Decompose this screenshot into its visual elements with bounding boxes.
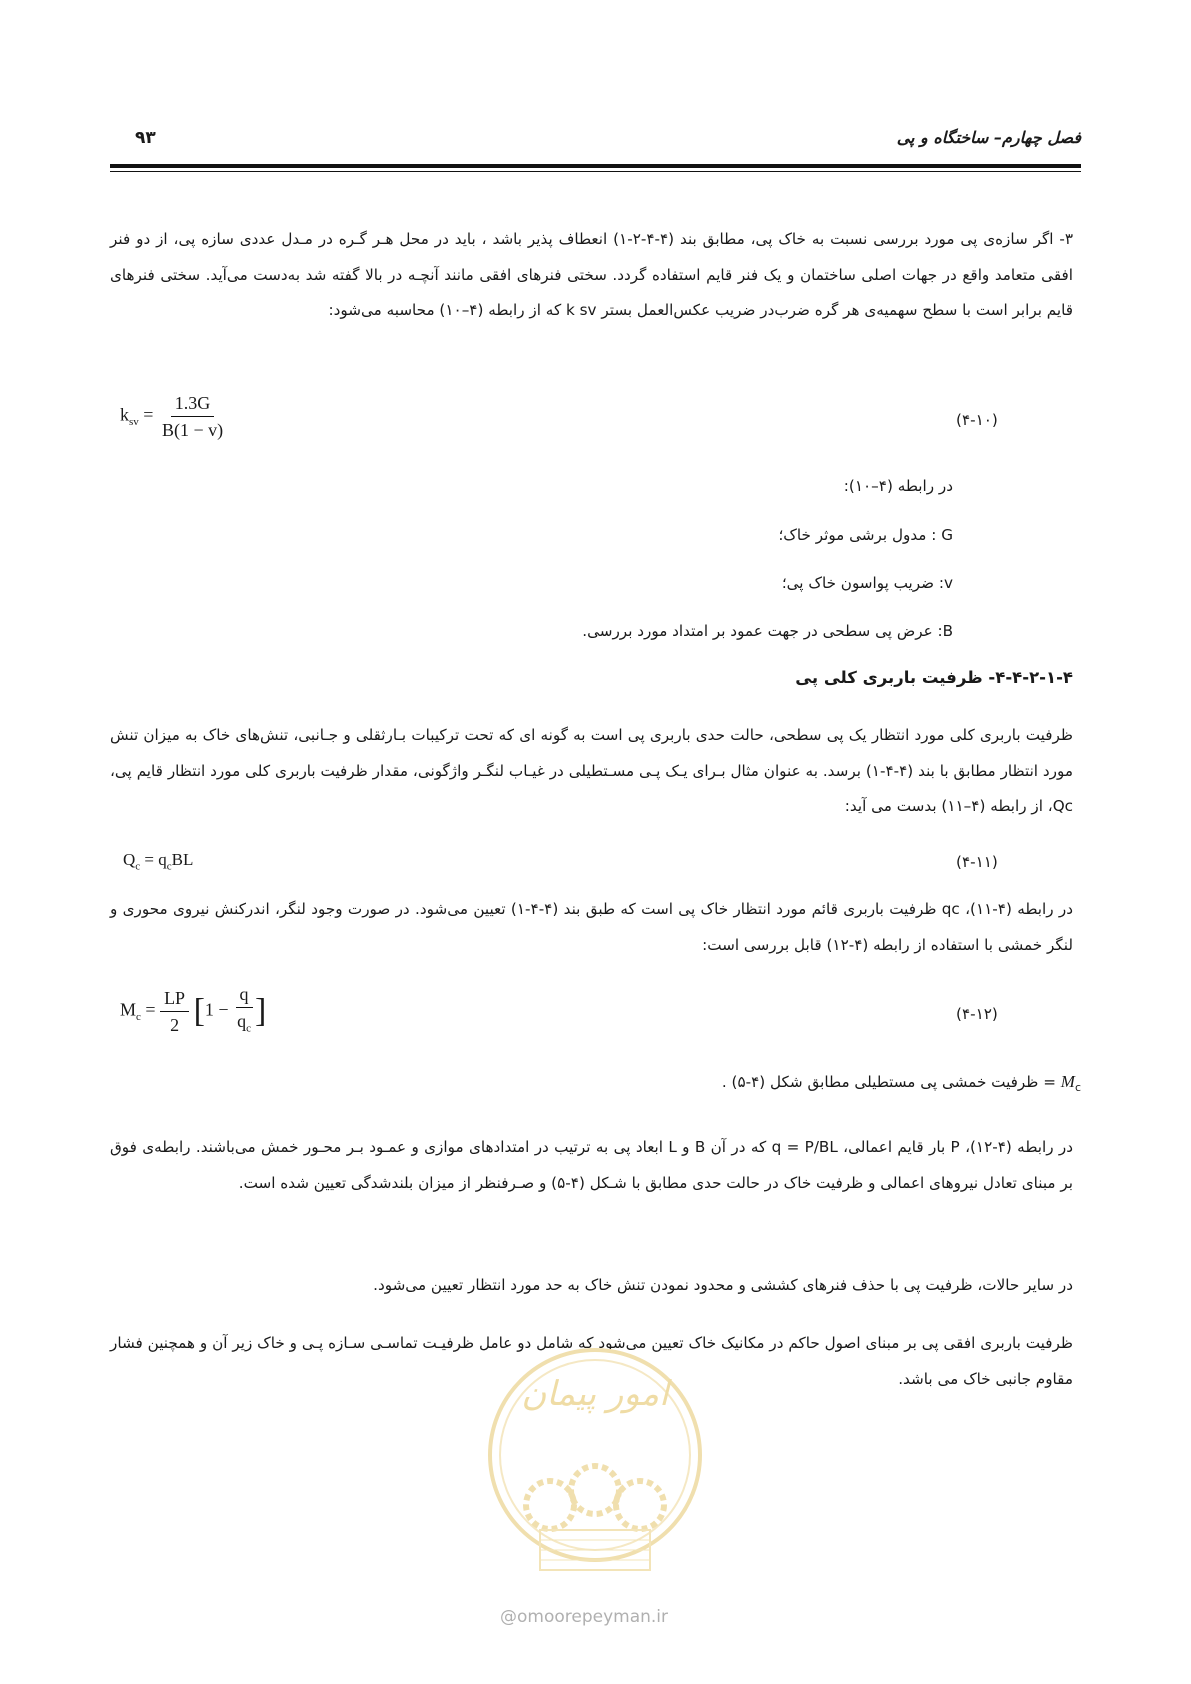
definition-b: B: عرض پی سطحی در جهت عمود بر امتداد مورد بررسی. xyxy=(582,622,953,640)
eq-numerator: 1.3G xyxy=(171,392,215,417)
equation-ksv: $k_{sv}$ = $\frac{1.3G}{B(1 - v)}$ xyxy=(120,392,227,441)
definitions-intro: در رابطه (۴–۱۰): xyxy=(843,477,953,495)
eq12-lhs-sub: c xyxy=(136,1011,141,1024)
equation-number-11: (۴-۱۱) xyxy=(956,853,998,871)
eq-lhs-sub: sv xyxy=(129,416,139,429)
page-number: ۹۳ xyxy=(135,128,156,148)
mc-definition xyxy=(722,1072,1081,1094)
eq12-inner-fraction xyxy=(233,983,255,1040)
watermark-logo xyxy=(480,1330,710,1590)
eq11-lhs: Q xyxy=(123,850,136,869)
mc-sub: c xyxy=(1074,1081,1081,1095)
eq11-tail: BL xyxy=(171,850,194,869)
equation-number-10: (۴-۱۰) xyxy=(956,411,998,429)
eq12-one: 1 − xyxy=(204,999,229,1020)
definition-g: G : مدول برشی موثر خاک؛ xyxy=(778,526,953,544)
eq12-inner-den-q: q xyxy=(237,1011,247,1031)
page-header xyxy=(110,128,1081,158)
equation-mc: $M_c$ = $\frac{LP}{2}$ [1 − $\frac{q}{q_c}$ ] xyxy=(120,983,266,1040)
paragraph-other-cases: در سایر حالات، ظرفیت پی با حذف فنرهای کششی و محدود نمودن تنش خاک به حد مورد انتظار تعیین می‌شود. xyxy=(373,1276,1073,1294)
eq12-inner-numerator: q xyxy=(236,983,253,1008)
eq12-fraction xyxy=(160,987,189,1036)
mc-definition-text: = ظرفیت خمشی پی مستطیلی مطابق شکل (۴-۵) . xyxy=(721,1073,1056,1091)
eq11-rhs: = q xyxy=(144,850,167,869)
header-rule-thick xyxy=(110,164,1081,168)
eq12-lhs: M xyxy=(120,999,137,1020)
paragraph-bearing-capacity: ظرفیت باربری کلی مورد انتظار یک پی سطحی، حالت حدی باربری پی است به گونه ای که تحت ترکیبات بـارثقلی و جـانبی، تنش‌های خاک به میزان تنش مورد انتظار مطابق با بند (۴-۴-۱) برسد. به عنوان مثال بـرای یـک پـی مسـتطیلی در غیـاب لنگـر واژگونی، مقدار ظرفیت باربری کلی مورد انتظار قایم پی، Qc، از رابطه (۴–۱۱) بدست می آید: xyxy=(110,726,1073,815)
definition-v: v: ضریب پواسون خاک پی؛ xyxy=(781,574,953,592)
equation-number-12: (۴-۱۲) xyxy=(956,1005,998,1023)
equation-qc xyxy=(123,850,193,872)
header-rule-thin xyxy=(110,171,1081,172)
paragraph-moment-interaction: در رابطه (۴-۱۱)، qc ظرفیت باربری قائم مورد انتظار خاک پی است که طبق بند (۴-۴-۱) تعیین می‌شود. در صورت وجود لنگر، اندرکنش نیروی محوری و لنگر خمشی با استفاده از رابطه (۴-۱۲) قابل بررسی است: xyxy=(110,900,1074,954)
eq11-lhs-sub: c xyxy=(135,860,141,873)
eq12-inner-den-sub: c xyxy=(246,1022,251,1035)
eq11-rhs-sub: c xyxy=(166,860,172,873)
section-heading: ۴-۴-۲-۱-۴- ظرفیت باربری کلی پی xyxy=(795,668,1073,687)
eq12-numerator: LP xyxy=(160,987,189,1012)
eq12-denominator: 2 xyxy=(170,1014,180,1035)
paragraph-load-definitions: در رابطه (۴-۱۲)، P بار قایم اعمالی، q = P/BL که در آن B و L ابعاد پی به ترتیب در امتدادهای موازی و عمـود بـر محـور خمش می‌باشند. رابطه‌ی فوق بر مبنای تعادل نیروهای اعمالی و ظرفیت خاک در حالت حدی مطابق با شـکل (۴-۵) و صـرفنظر از میزان بلندشدگی تعیین شده است. xyxy=(110,1138,1074,1192)
paragraph-soil-springs: ۳- اگر سازه‌ی پی مورد بررسی نسبت به خاک پی، مطابق بند (۴-۴-۲-۱) انعطاف پذیر باشد ، باید در محل هـر گـره در مـدل عددی سازه پی، از دو فنر افقی متعامد واقع در جهات اصلی ساختمان و یک فنر قایم استفاده گردد. سختی فنرهای افقی مانند آنچـه در بالا گفته شد به‌دست می‌آید. سختی فنرهای قایم برابر است با سطح سهمیه‌ی هر گره ضرب‌در ضریب عکس‌العمل بستر k sv که از رابطه (۴–۱۰) محاسبه می‌شود: xyxy=(110,230,1073,319)
paragraph-horizontal-capacity: ظرفیت باربری افقی پی بر مبنای اصول حاکم در مکانیک خاک تعیین می‌شود که شامل دو عامل ظرفیـت تماسـی سـازه پـی و خاک زیر آن و همچنین فشار مقاوم جانبی خاک می باشد. xyxy=(110,1334,1073,1388)
watermark-site: @omoorepeyman.ir xyxy=(500,1607,669,1627)
eq-fraction xyxy=(158,392,227,441)
watermark-logo-text: امور پیمان xyxy=(521,1374,669,1414)
eq12-inner-denominator xyxy=(233,1008,255,1040)
mc-symbol: M xyxy=(1060,1072,1075,1091)
eq-lhs: k xyxy=(120,404,129,425)
eq-denominator: B(1 − v) xyxy=(161,420,224,440)
chapter-title: فصل چهارم– ساختگاه و پی xyxy=(896,128,1081,147)
